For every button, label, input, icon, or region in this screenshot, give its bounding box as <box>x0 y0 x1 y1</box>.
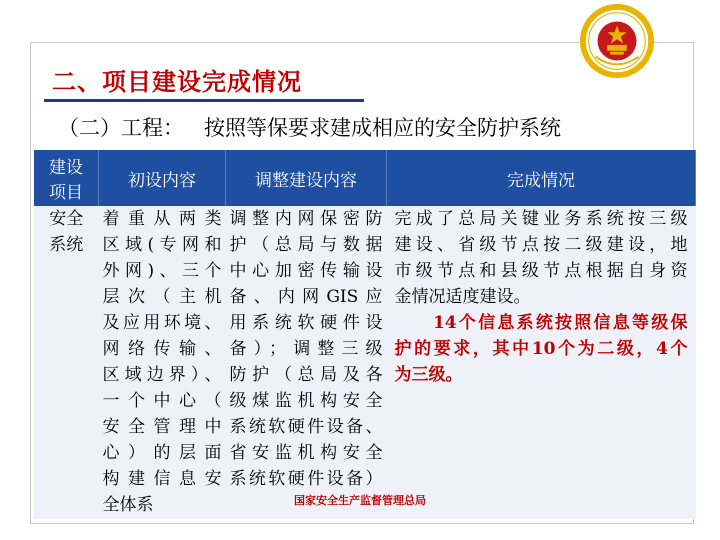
title-underline <box>44 99 364 102</box>
adjusted-content-line: 调整内网保密防 <box>229 209 383 229</box>
adjusted-content-line: 备、内网GIS应 <box>229 287 383 307</box>
adjusted-content-line: 系统软硬件设备、 <box>229 417 383 437</box>
adjusted-content-line: 用系统软硬件设 <box>229 313 383 333</box>
initial-content-line: 区域边界）、 <box>102 365 222 385</box>
footer-agency: 国家安全生产监督管理总局 <box>294 494 426 507</box>
completion-line: 市级节点和县级节点根据自身资 <box>394 261 688 281</box>
adjusted-content-line: 护（总局与数据 <box>229 235 383 255</box>
adjusted-content-line: 省安监机构安全 <box>229 443 383 463</box>
completion-highlight-line: 14个信息系统按照信息等级保 <box>394 313 688 333</box>
header-initial: 初设内容 <box>99 150 226 206</box>
adjusted-content-line: 系统软硬件设备） <box>229 469 383 489</box>
category-cell <box>34 206 99 519</box>
table-row <box>34 206 696 519</box>
project-table <box>34 150 696 519</box>
completion-line: 金情况适度建设。 <box>394 287 531 307</box>
table-header-row <box>34 150 696 206</box>
adjusted-content-line: 备）；调整三级 <box>229 339 383 359</box>
header-project-label <box>35 153 97 203</box>
page-title: 二、项目建设完成情况 <box>52 67 302 96</box>
header-project-line: 项目 <box>49 183 83 203</box>
emblem-seal <box>578 2 656 80</box>
category-line: 系统 <box>49 235 84 255</box>
initial-content-line: 区域(专网和 <box>102 235 222 255</box>
subtitle-description: 按照等保要求建成相应的安全防护系统 <box>204 116 561 140</box>
subtitle-section: （二）工程： <box>58 116 184 140</box>
initial-content-line: 及应用环境、 <box>102 313 222 333</box>
adjusted-content-line: 级煤监机构安全 <box>229 391 383 411</box>
initial-content-line: 网络传输、 <box>102 339 222 359</box>
completion-cell <box>387 206 696 519</box>
initial-content-line: 心）的层面 <box>102 443 222 463</box>
initial-content-line: 层次（主机 <box>102 287 222 307</box>
initial-content-cell <box>99 206 226 519</box>
completion-highlight-line: 为三级。 <box>394 365 463 385</box>
initial-content-line: 构建信息安 <box>102 469 222 489</box>
completion-highlight-line: 护的要求，其中10个为二级，4个 <box>394 339 688 359</box>
initial-content-line: 外网)、三个 <box>102 261 222 281</box>
initial-content-line: 全体系 <box>102 495 154 515</box>
initial-content-line: 安全管理中 <box>102 417 222 437</box>
category-line: 安全 <box>49 209 84 229</box>
initial-content-line: 着重从两类 <box>102 209 222 229</box>
category-label <box>35 206 98 258</box>
subtitle <box>58 112 561 142</box>
completion-line: 完成了总局关键业务系统按三级 <box>394 209 688 229</box>
adjusted-content-line: 中心加密传输设 <box>229 261 383 281</box>
adjusted-content-line: 防护（总局及各 <box>229 365 383 385</box>
adjusted-content-cell <box>226 206 387 519</box>
completion-line: 建设、省级节点按二级建设，地 <box>394 235 688 255</box>
header-project-line: 建设 <box>49 158 83 178</box>
header-adjusted: 调整建设内容 <box>226 150 387 206</box>
header-project <box>34 150 99 206</box>
initial-content-line: 一个中心（ <box>102 391 222 411</box>
header-completion: 完成情况 <box>387 150 696 206</box>
